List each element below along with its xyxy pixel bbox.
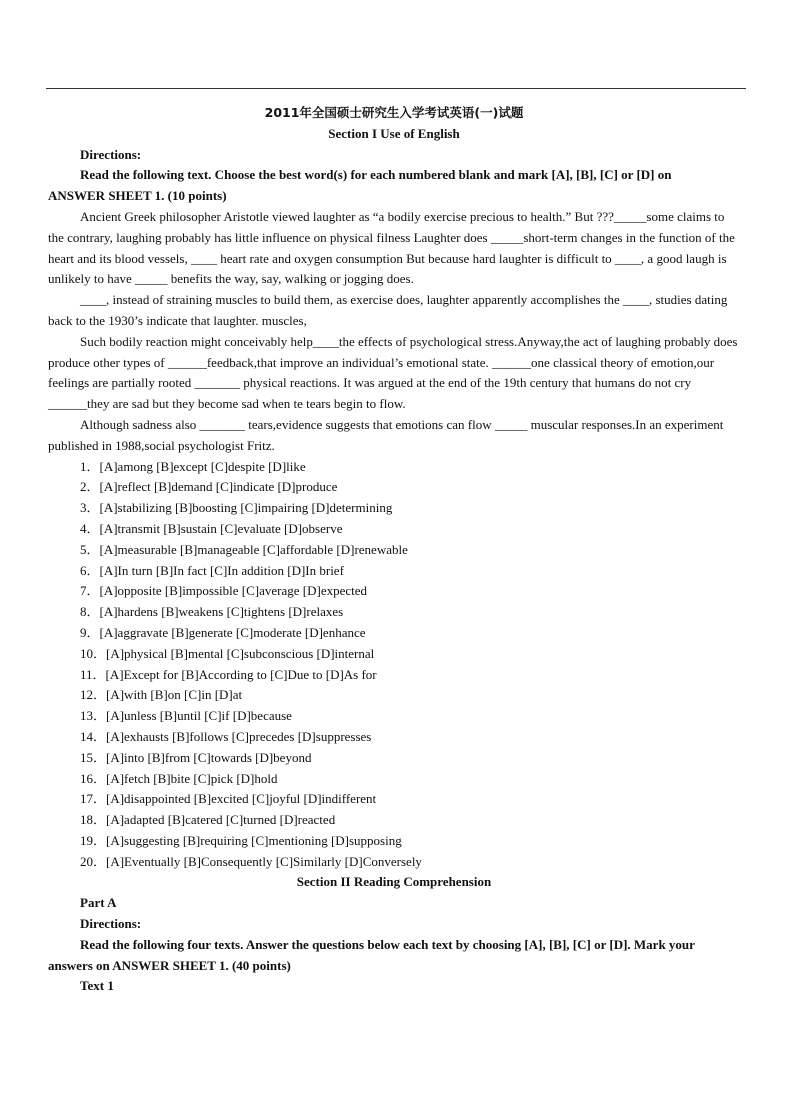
- option-text: [A]unless [B]until [C]if [D]because: [106, 708, 292, 724]
- text-1-label: Text 1: [80, 978, 114, 994]
- passage-paragraph-4: Although sadness also _______ tears,evidence suggests that emotions can flow _____ muscular responses.In an experiment published in 1988,social psychologist Fritz.: [48, 416, 724, 453]
- section2-directions-label: Directions:: [80, 916, 142, 932]
- option-item: [48, 581, 740, 602]
- option-item: [48, 519, 740, 540]
- option-item: [48, 789, 740, 810]
- section2-directions-text: Read the following four texts. Answer the questions below each text by choosing [A], [B], [C] or [D]. Mark your: [80, 936, 695, 952]
- option-text: [A]physical [B]mental [C]subconscious [D]internal: [106, 645, 375, 661]
- option-text: [A]among [B]except [C]despite [D]like: [99, 458, 306, 474]
- option-text: [A]In turn [B]In fact [C]In addition [D]In brief: [99, 562, 344, 578]
- option-number: 13．: [80, 708, 107, 724]
- option-number: 15．: [80, 749, 107, 765]
- option-number: 12．: [80, 687, 107, 703]
- option-text: [A]into [B]from [C]towards [D]beyond: [106, 749, 312, 765]
- option-item: [48, 602, 740, 623]
- exam-title: 2011年全国硕士研究生入学考试英语(一)试题: [264, 105, 524, 120]
- option-number: 3．: [80, 500, 100, 516]
- option-item: [48, 498, 740, 519]
- option-item: [48, 810, 740, 831]
- option-text: [A]fetch [B]bite [C]pick [D]hold: [106, 770, 278, 786]
- option-number: 7．: [80, 583, 100, 599]
- option-number: 20．: [80, 853, 107, 869]
- option-text: [A]with [B]on [C]in [D]at: [106, 687, 243, 703]
- option-number: 18．: [80, 812, 107, 828]
- option-text: [A]Eventually [B]Consequently [C]Similarly [D]Conversely: [106, 853, 422, 869]
- passage-paragraph-2: ____, instead of straining muscles to build them, as exercise does, laughter apparently accomplishes the ____, studies dating back to the 1930’s indicate that laughter. muscles,: [48, 292, 728, 328]
- option-item: [48, 748, 740, 769]
- header-rule: [46, 88, 746, 89]
- option-item: [48, 727, 740, 748]
- option-text: [A]aggravate [B]generate [C]moderate [D]enhance: [99, 624, 366, 640]
- option-text: [A]opposite [B]impossible [C]average [D]expected: [99, 583, 368, 599]
- document-body: [48, 103, 740, 997]
- options-list: [48, 457, 740, 873]
- option-item: [48, 623, 740, 644]
- passage-paragraph-1: Ancient Greek philosopher Aristotle viewed laughter as “a bodily exercise precious to health.” But ???_____some claims to the contrary, laughing probably has little influence on physical filness Laughter does _____short-term changes in the function of the heart and its blood vessels, ____ heart rate and oxygen consumption But because hard laughter is difficult to ____, a good laugh is unlikely to have _____ benefits the way, say, walking or jogging does.: [48, 208, 735, 287]
- option-item: [48, 540, 740, 561]
- option-text: [A]disappointed [B]excited [C]joyful [D]indifferent: [106, 791, 377, 807]
- option-number: 4．: [80, 520, 100, 536]
- section1-directions-text: Read the following text. Choose the best word(s) for each numbered blank and mark [A], [B], [C] or [D] on: [80, 167, 672, 183]
- option-item: [48, 457, 740, 478]
- option-number: 17．: [80, 791, 107, 807]
- option-text: [A]suggesting [B]requiring [C]mentioning [D]supposing: [106, 832, 402, 848]
- passage-paragraph-3: Such bodily reaction might conceivably help____the effects of psychological stress.Anyway,the act of laughing probably does produce other types of ______feedback,that improve an individual’s emotional state. ______one classical theory of emotion,our feelings are partially rooted _______ physical reactions. It was argued at the end of the 19th century that humans do not cry ______they are sad but they become sad when te tears begin to flow.: [48, 333, 738, 412]
- option-text: [A]measurable [B]manageable [C]affordable [D]renewable: [99, 541, 408, 557]
- option-text: [A]transmit [B]sustain [C]evaluate [D]observe: [99, 520, 343, 536]
- option-item: [48, 561, 740, 582]
- option-number: 5．: [80, 541, 100, 557]
- option-item: [48, 769, 740, 790]
- option-number: 19．: [80, 832, 107, 848]
- option-item: [48, 644, 740, 665]
- option-item: [48, 685, 740, 706]
- option-text: [A]hardens [B]weakens [C]tightens [D]relaxes: [99, 604, 344, 620]
- option-item: [48, 477, 740, 498]
- option-number: 11．: [80, 666, 106, 682]
- option-number: 14．: [80, 728, 107, 744]
- section1-title: Section I Use of English: [328, 125, 460, 141]
- option-item: [48, 852, 740, 873]
- option-number: 6．: [80, 562, 100, 578]
- option-text: [A]stabilizing [B]boosting [C]impairing [D]determining: [99, 500, 393, 516]
- option-item: [48, 665, 740, 686]
- option-number: 16．: [80, 770, 107, 786]
- option-text: [A]Except for [B]According to [C]Due to [D]As for: [105, 666, 377, 682]
- section2-directions-text-cont: answers on ANSWER SHEET 1. (40 points): [48, 957, 291, 973]
- option-number: 10．: [80, 645, 107, 661]
- option-text: [A]exhausts [B]follows [C]precedes [D]suppresses: [106, 728, 372, 744]
- option-number: 2．: [80, 479, 100, 495]
- part-a-label: Part A: [80, 895, 117, 911]
- option-number: 9．: [80, 624, 100, 640]
- option-text: [A]adapted [B]catered [C]turned [D]reacted: [106, 812, 336, 828]
- section1-directions-text-cont: ANSWER SHEET 1. (10 points): [48, 188, 227, 204]
- option-number: 8．: [80, 604, 100, 620]
- option-item: [48, 706, 740, 727]
- option-number: 1．: [80, 458, 100, 474]
- section1-directions-label: Directions:: [80, 146, 142, 162]
- option-text: [A]reflect [B]demand [C]indicate [D]produce: [99, 479, 338, 495]
- section2-title: Section II Reading Comprehension: [296, 874, 492, 890]
- option-item: [48, 831, 740, 852]
